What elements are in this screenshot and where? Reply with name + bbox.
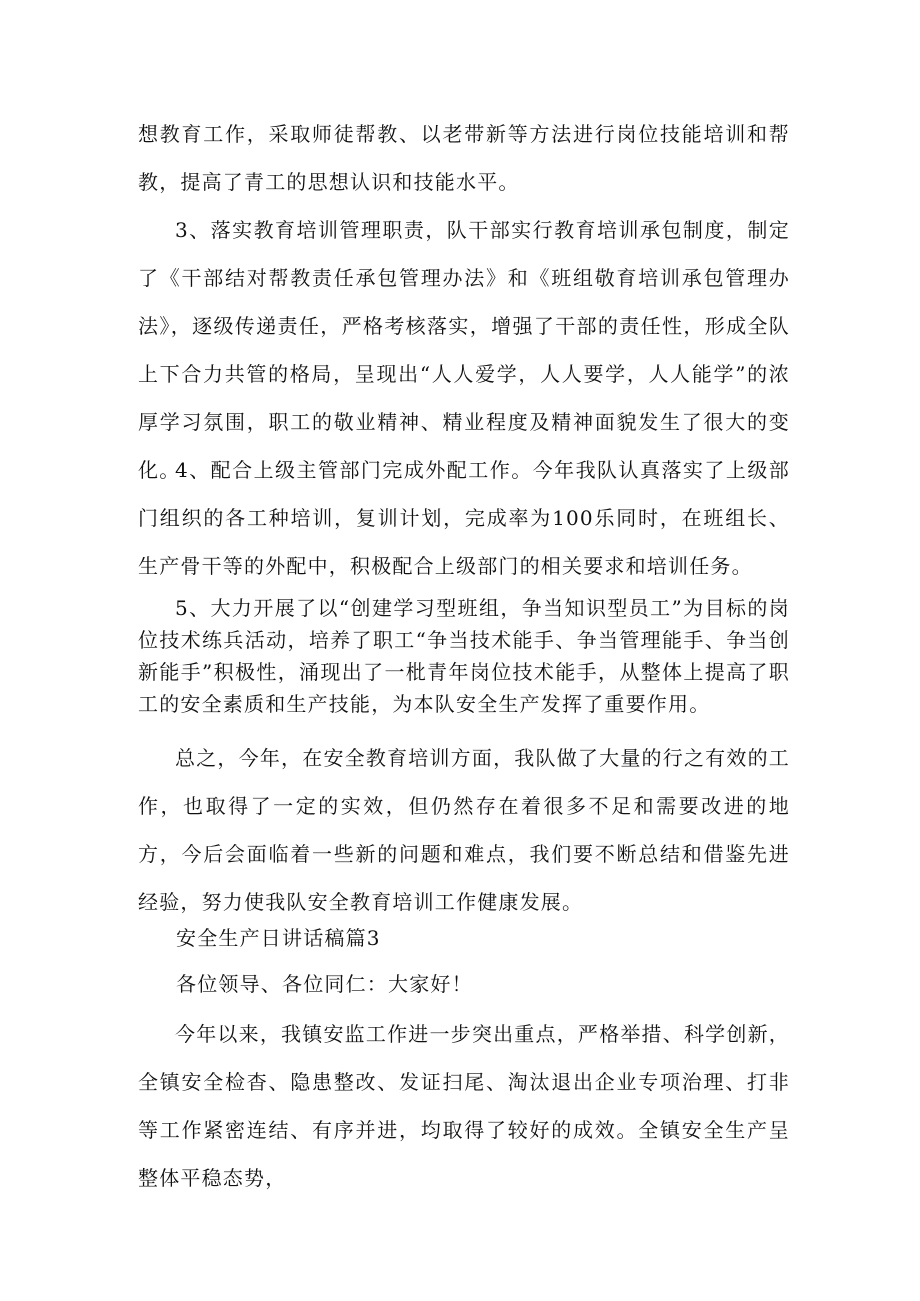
paragraph-speech-opening: 今年以来，我镇安监工作进一步突出重点，严格举措、科学创新，全镇安全检杳、隐患整改、发证扫尾、淘汰退出企业专项治理、打非等工作紧密连结、有序并进，均取得了较好的成效。全镇安全生产呈整体平稳态势， [138,1022,790,1190]
section-title: 安全生产日讲话稿篇3 [176,926,381,950]
paragraph-item-4: 4、配合上级主管部门完成外配工作。今年我队认真落实了上级部门组织的各工种培训，复训计划，完成率为100乐同时，在班组长、生产骨干等的外配中，积极配合上级部门的相关要求和培训任务。 [138,458,790,578]
paragraph-item-5: 5、大力开展了以“创建学习型班组，争当知识型员工”为目标的岗位技术练兵活动，培养了职工“争当技术能手、争当管理能手、争当创新能手”积极性，涌现出了一枇青年岗位技术能手，从整体上提高了职工的安全素质和生产技能，为本队安全生产发挥了重要作用。 [138,596,790,716]
paragraph-continuation: 想教育工作，采取师徒帮教、以老带新等方法进行岗位技能培训和帮教，提高了青工的思想认识和技能水平。 [138,122,790,194]
paragraph-summary: 总之，今年，在安全教育培训方面，我队做了大量的行之有效的工作，也取得了一定的实效，但仍然存在着很多不足和需要改进的地方，今后会面临着一些新的问题和难点，我们要不断总结和借鉴先进经验，努力使我队安全教育培训工作健康发展。 [138,746,790,914]
paragraph-item-3: 3、落实教育培训管理职责，队干部实行教育培训承包制度，制定了《干部结对帮教责任承包管理办法》和《班组敬育培训承包管理办法》，逐级传递责任，严格考核落实，增强了干部的责任性，形成全队上下合力共管的格局，呈现出“人人爱学，人人要学，人人能学”的浓厚学习氛围，职工的敬业精神、精业程度及精神面貌发生了很大的变化。 [138,218,790,482]
greeting-line: 各位领导、各位同仁：大家好！ [176,972,473,996]
